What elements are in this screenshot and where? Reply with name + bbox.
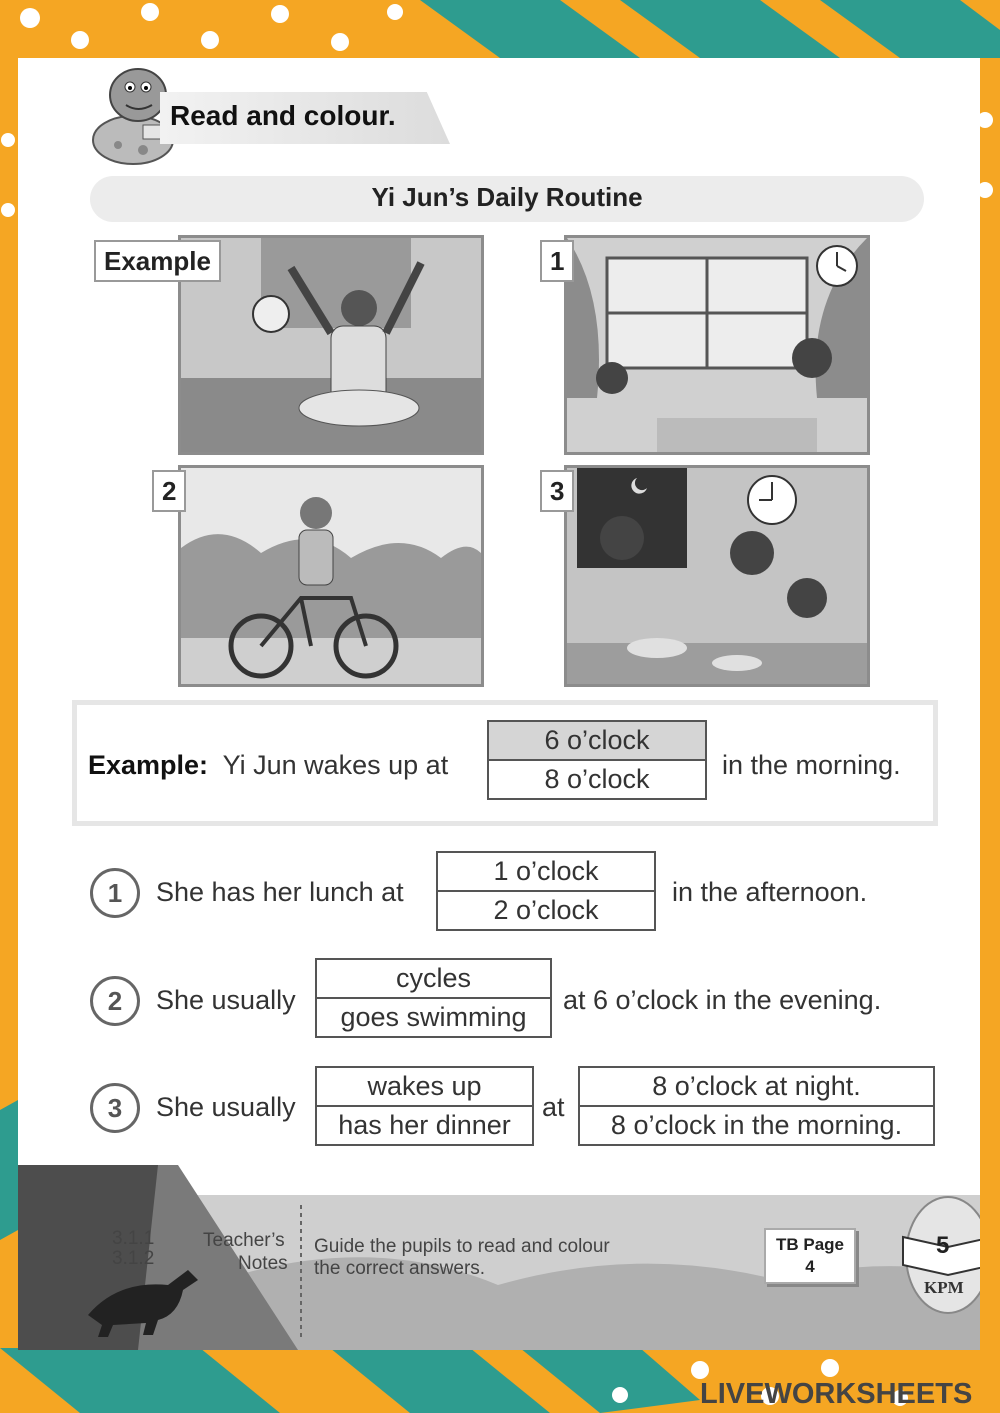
teachers-notes-label-1: Teacher’s [203,1230,285,1251]
worksheet-title: Yi Jun’s Daily Routine [371,182,643,212]
question-2-text-before: She usually [156,985,296,1015]
question-1-text-after: in the afternoon. [672,877,868,907]
picture-example [178,235,484,455]
example-option-wrong[interactable]: 8 o’clock [544,764,650,794]
question-3-option-b[interactable]: has her dinner [338,1110,511,1140]
question-2-choice-box [315,958,552,1038]
picture-1 [564,235,870,455]
example-choice-box [487,720,707,800]
picture-label-example: Example [94,240,221,282]
liveworksheets-watermark: LIVEWORKSHEETS [700,1378,973,1410]
question-3-choice-box-activity [315,1066,534,1146]
question-3-text-middle: at [542,1092,565,1122]
instruction-heading: Read and colour. [170,100,396,131]
standard-code-2: 3.1.2 [112,1248,155,1269]
example-text-before: Yi Jun wakes up at [222,750,449,780]
question-2-text-after: at 6 o’clock in the evening. [563,985,882,1015]
question-3-text-before: She usually [156,1092,296,1122]
picture-2 [178,465,484,687]
teachers-notes-text-2: the correct answers. [314,1258,486,1279]
publisher-logo: KPM [924,1278,964,1297]
teachers-notes-text-1: Guide the pupils to read and colour [314,1236,610,1257]
example-lead: Example: [88,750,209,780]
question-1-number: 1 [90,868,140,918]
tb-page-box [764,1228,856,1284]
standard-code-1: 3.1.1 [112,1228,155,1249]
question-2-number: 2 [90,976,140,1026]
question-3-option-a[interactable]: wakes up [317,1068,532,1107]
page-number: 5 [936,1232,950,1259]
example-text-after: in the morning. [722,750,901,780]
question-1-option-b[interactable]: 2 o’clock [493,895,599,925]
question-3-time-option-a[interactable]: 8 o’clock at night. [580,1068,933,1107]
teachers-notes-label-2: Notes [238,1253,288,1274]
example-sentence [88,750,448,781]
picture-3 [564,465,870,687]
question-2-option-b[interactable]: goes swimming [340,1002,527,1032]
question-2-option-a[interactable]: cycles [317,960,550,999]
tb-page-number: 4 [805,1257,815,1276]
picture-label-3: 3 [540,470,574,512]
question-3-time-option-b[interactable]: 8 o’clock in the morning. [610,1110,903,1140]
picture-label-1: 1 [540,240,574,282]
question-3-number: 3 [90,1083,140,1133]
question-1-choice-box [436,851,656,931]
question-1-text-before: She has her lunch at [156,877,404,907]
question-3-choice-box-time [578,1066,935,1146]
picture-label-2: 2 [152,470,186,512]
tb-page-label: TB Page [775,1235,845,1254]
question-1-option-a[interactable]: 1 o’clock [438,853,654,892]
example-option-correct[interactable]: 6 o’clock [489,722,705,761]
